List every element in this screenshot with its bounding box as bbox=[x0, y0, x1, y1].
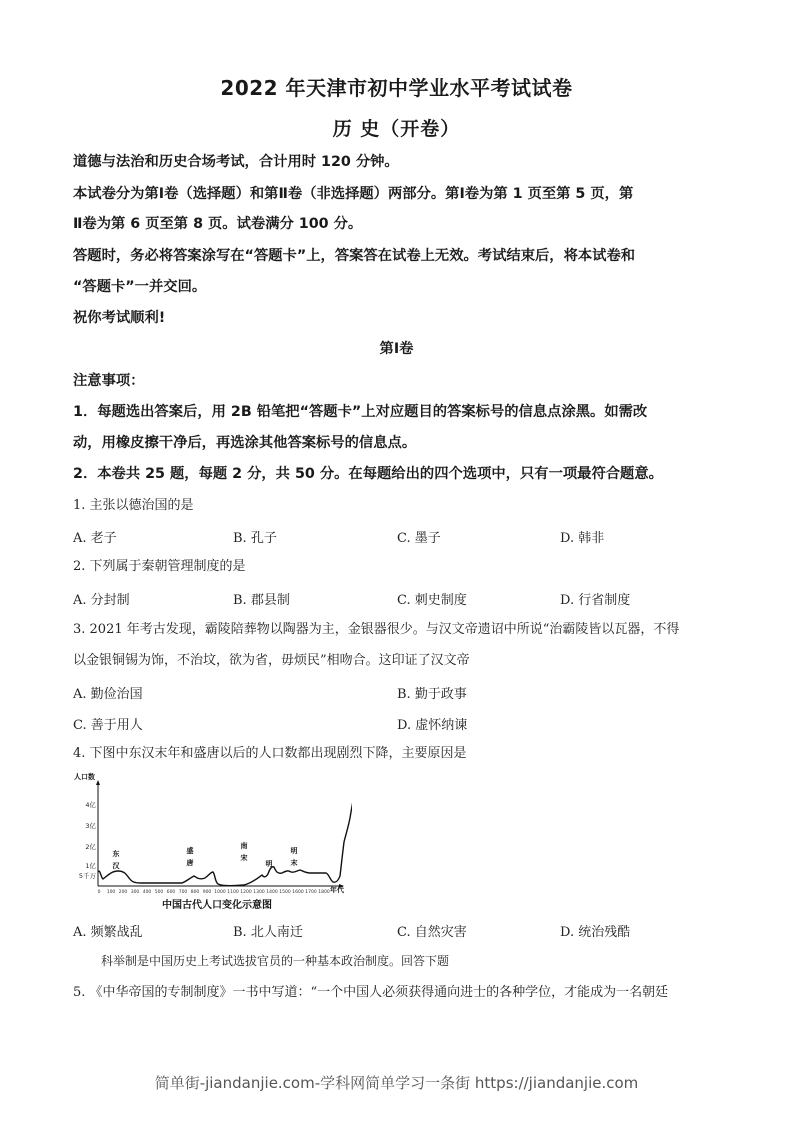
annotation-shengtang: 盛 bbox=[186, 847, 194, 855]
annotation-nansong: 宋 bbox=[240, 854, 248, 862]
exam-subtitle: 历 史（开卷） bbox=[332, 118, 461, 140]
question-2-option-a[interactable]: A. 分封制 bbox=[73, 593, 130, 608]
section-title: 第Ⅰ卷 bbox=[379, 341, 414, 357]
notice-line-3: 2．本卷共 25 题，每题 2 分，共 50 分。在每题给出的四个选项中，只有一项最符合题意。 bbox=[73, 466, 663, 482]
question-4-option-c[interactable]: C. 自然灾害 bbox=[397, 925, 467, 940]
x-tick: 1400 bbox=[266, 890, 278, 895]
question-3-option-c[interactable]: C. 善于用人 bbox=[73, 718, 143, 733]
question-4-stem: 4. 下图中东汉末年和盛唐以后的人口数都出现剧烈下降，主要原因是 bbox=[73, 746, 467, 761]
x-tick: 1000 bbox=[214, 890, 226, 895]
population-curve bbox=[98, 801, 352, 886]
x-tick: 1100 bbox=[227, 890, 239, 895]
x-tick: 0 bbox=[97, 890, 101, 895]
question-4-option-a[interactable]: A. 频繁战乱 bbox=[73, 925, 143, 940]
question-3-option-b[interactable]: B. 勤于政事 bbox=[397, 687, 467, 702]
question-2-stem: 2. 下列属于秦朝管理制度的是 bbox=[73, 559, 246, 574]
x-tick: 600 bbox=[166, 890, 176, 895]
y-tick-5000w: 5千万 bbox=[78, 872, 96, 880]
x-tick: 100 bbox=[106, 890, 116, 895]
exam-title: 2022 年天津市初中学业水平考试试卷 bbox=[220, 76, 573, 100]
notice-line-1: 1．每题选出答案后，用 2B 铅笔把“答题卡”上对应题目的答案标号的信息点涂黑。如需改 bbox=[73, 404, 648, 420]
y-tick-4yi: 4亿 bbox=[85, 801, 96, 809]
chart-x-label: 年代 bbox=[330, 886, 344, 894]
annotation-mingmo: 末 bbox=[290, 859, 298, 867]
x-tick: 1800 bbox=[318, 890, 330, 895]
x-tick: 1500 bbox=[279, 890, 291, 895]
x-tick: 500 bbox=[154, 890, 164, 895]
annotation-ming: 明 bbox=[265, 860, 273, 868]
question-3-stem-line-1: 3. 2021 年考古发现，霸陵陪葬物以陶器为主，金银器很少。与汉文帝遗诏中所说“治霸陵皆以瓦器，不得 bbox=[73, 622, 680, 637]
annotation-donghan: 东 bbox=[112, 850, 120, 858]
x-tick: 1200 bbox=[240, 890, 252, 895]
y-tick-2yi: 2亿 bbox=[85, 843, 96, 851]
question-2-option-b[interactable]: B. 郡县制 bbox=[233, 593, 290, 608]
question-1-option-a[interactable]: A. 老子 bbox=[73, 531, 117, 546]
annotation-nansong: 南 bbox=[240, 842, 248, 850]
question-1-option-d[interactable]: D. 韩非 bbox=[560, 531, 605, 546]
x-tick: 900 bbox=[202, 890, 212, 895]
intro-line-3: Ⅱ卷为第 6 页至第 8 页。试卷满分 100 分。 bbox=[73, 216, 363, 232]
question-3-option-a[interactable]: A. 勤俭治国 bbox=[73, 687, 143, 702]
y-tick-1yi: 1亿 bbox=[85, 862, 96, 870]
intro-line-1: 道德与法治和历史合场考试，合计用时 120 分钟。 bbox=[73, 154, 399, 170]
question-1-option-c[interactable]: C. 墨子 bbox=[397, 531, 441, 546]
question-3-option-d[interactable]: D. 虚怀纳谏 bbox=[397, 718, 468, 733]
chart-y-label: 人口数 bbox=[74, 773, 95, 781]
watermark-footer: 简单街-jiandanjie.com-学科网简单学习一条街 https://jiandanjie.com bbox=[154, 1074, 639, 1092]
passage-intro: 科举制是中国历史上考试选拔官员的一种基本政治制度。回答下题 bbox=[101, 954, 450, 968]
question-4-option-d[interactable]: D. 统治残酷 bbox=[560, 925, 631, 940]
intro-line-2: 本试卷分为第Ⅰ卷（选择题）和第Ⅱ卷（非选择题）两部分。第Ⅰ卷为第 1 页至第 5 页，第 bbox=[73, 186, 634, 202]
question-5-stem: 5. 《中华帝国的专制制度》一书中写道：“一个中国人必须获得通向进士的各种学位，才能成为一名朝廷 bbox=[73, 985, 669, 1000]
intro-line-5: “答题卡”一并交回。 bbox=[73, 279, 207, 295]
question-3-stem-line-2: 以金银铜锡为饰，不治坟，欲为省，毋烦民”相吻合。这印证了汉文帝 bbox=[73, 653, 470, 668]
question-2-option-c[interactable]: C. 刺史制度 bbox=[397, 593, 467, 608]
x-tick: 400 bbox=[142, 890, 152, 895]
annotation-shengtang: 唐 bbox=[186, 859, 194, 867]
chart-title: 中国古代人口变化示意图 bbox=[162, 900, 272, 911]
x-tick: 1300 bbox=[253, 890, 265, 895]
x-tick: 700 bbox=[178, 890, 188, 895]
annotation-donghan: 汉 bbox=[112, 862, 120, 870]
y-axis-arrow-icon bbox=[96, 780, 100, 785]
notice-line-2: 动，用橡皮擦干净后，再选涂其他答案标号的信息点。 bbox=[73, 435, 417, 451]
x-tick: 1700 bbox=[305, 890, 317, 895]
population-chart bbox=[72, 768, 352, 913]
intro-line-6: 祝你考试顺利! bbox=[73, 310, 166, 326]
x-tick: 200 bbox=[118, 890, 128, 895]
intro-line-4: 答题时，务必将答案涂写在“答题卡”上，答案答在试卷上无效。考试结束后，将本试卷和 bbox=[73, 248, 636, 264]
question-4-option-b[interactable]: B. 北人南迁 bbox=[233, 925, 303, 940]
question-2-option-d[interactable]: D. 行省制度 bbox=[560, 593, 631, 608]
y-tick-3yi: 3亿 bbox=[85, 822, 96, 830]
x-tick: 300 bbox=[130, 890, 140, 895]
question-1-stem: 1. 主张以德治国的是 bbox=[73, 498, 194, 513]
question-1-option-b[interactable]: B. 孔子 bbox=[233, 531, 277, 546]
x-tick: 1600 bbox=[292, 890, 304, 895]
annotation-mingmo: 明 bbox=[290, 847, 298, 855]
x-tick: 800 bbox=[190, 890, 200, 895]
notice-heading: 注意事项： bbox=[73, 373, 145, 389]
